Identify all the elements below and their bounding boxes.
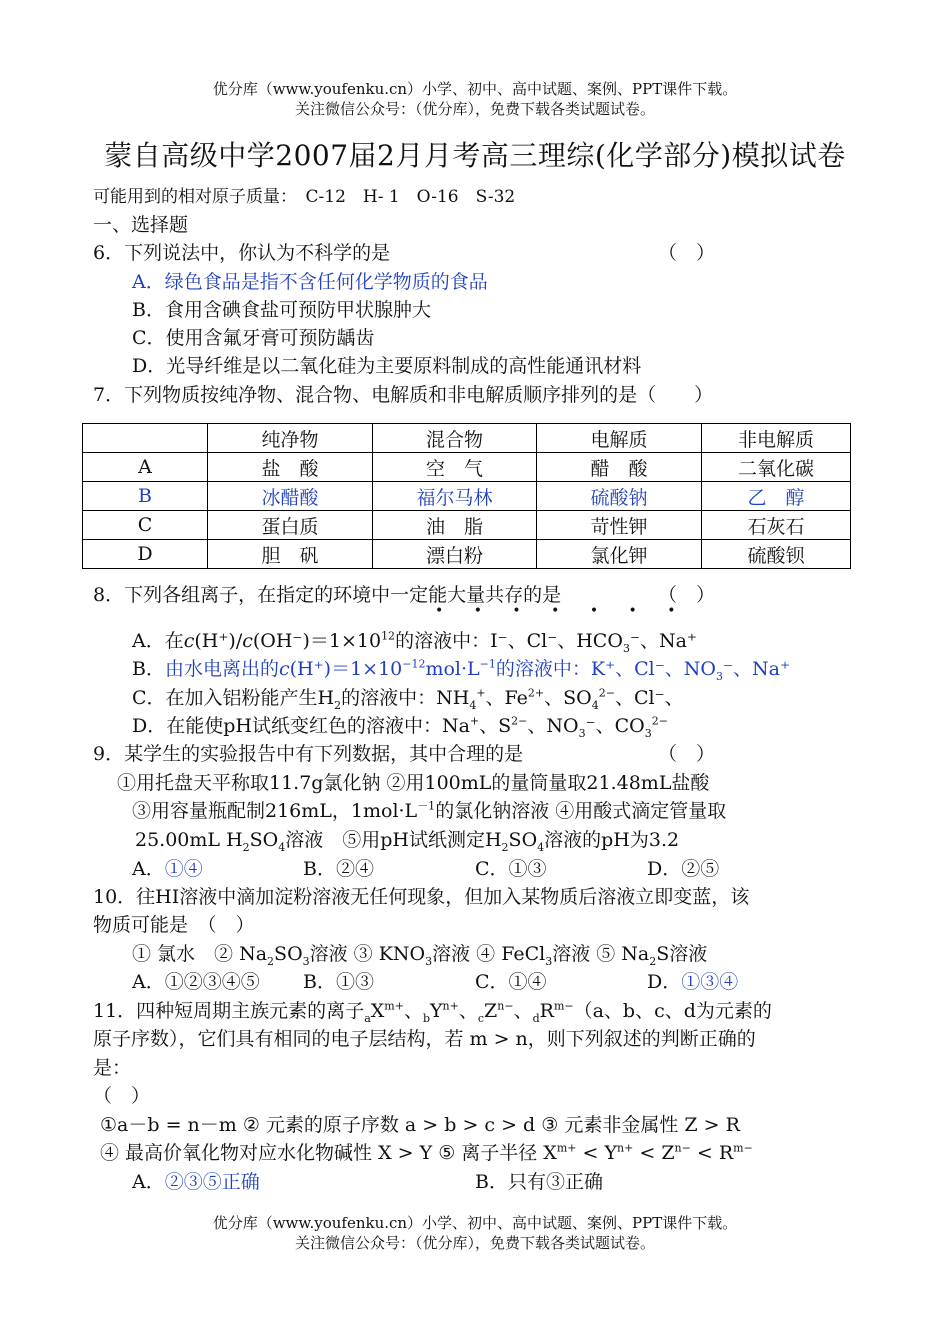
q11-statements-2: ④ 最高价氧化物对应水化物碱性 X > Y ⑤ 离子半径 $X^{m+} < Y^{n+} < Z^{n-} < R^{m-}$ xyxy=(100,1141,753,1164)
q9-stem: 9．某学生的实验报告中有下列数据，其中合理的是 xyxy=(93,743,524,765)
table-row xyxy=(83,511,851,540)
text: SO xyxy=(508,829,538,851)
text: (H⁺)/ xyxy=(194,630,243,652)
q7-table xyxy=(82,423,851,569)
table-cell: A xyxy=(83,453,208,482)
text: ⁻、Na⁺ xyxy=(629,630,697,652)
q11-answer-blank: （ ） xyxy=(93,1085,151,1107)
exponent: −12 xyxy=(402,657,426,671)
table-cell: 盐 酸 xyxy=(208,453,373,482)
c-symbol: c xyxy=(183,630,195,652)
text: 、Fe xyxy=(485,687,528,709)
text: SO xyxy=(274,943,303,965)
text: 的氯化钠溶液 ④用酸式滴定管量取 xyxy=(435,800,727,822)
q10-stem-1: 10．往HI溶液中滴加淀粉溶液无任何现象，但加入某物质后溶液立即变蓝，该 xyxy=(93,886,750,908)
text: SO xyxy=(249,829,279,851)
q8-stem: 8．下列各组离子，在指定的环境中一定能大量共存的是 xyxy=(93,584,562,606)
q9-line-2: ③用容量瓶配制216mL，$1mol\cdot L^{-1}$的氯化钠溶液 ④用酸式滴定管量取 xyxy=(132,799,727,822)
footer-line-2: 关注微信公众号：（优分库），免费下载各类试题试卷。 xyxy=(294,1234,655,1252)
q8-option-a: A．在$c(H^+)/c(OH^-)=1\times 10^{12}$的溶液中：I⁻、Cl⁻、$HCO_3^-$、Na⁺ xyxy=(132,629,697,655)
table-cell: 油 脂 xyxy=(373,511,537,540)
table-header-row xyxy=(83,424,851,453)
text: ⁻、CO xyxy=(585,715,645,737)
text: A． xyxy=(132,858,165,880)
q9-line-1: ①用托盘天平称取11.7g氯化钠 ②用100mL的量筒量取21.48mL盐酸 xyxy=(117,772,710,794)
atomic-mass: 可能用到的相对原子质量： C-12 H- 1 O-16 S-32 xyxy=(93,187,516,207)
q10-option-b: B．①③ xyxy=(303,971,374,993)
text: 的溶液中：K⁺、Cl⁻、NO xyxy=(495,658,716,680)
q8-option-d: D．在能使pH试纸变红色的溶液中：Na+、$S^{2-}$、$NO_3^-$、$CO_3^{2-}$ xyxy=(132,714,668,740)
table-cell: 冰醋酸 xyxy=(208,482,373,511)
c-symbol: c xyxy=(278,658,290,680)
text: 溶液 ④ FeCl xyxy=(432,943,546,965)
table-cell: 混合物 xyxy=(373,424,537,453)
text: (H⁺)＝1×10 xyxy=(289,658,403,680)
q10-items: ① 氯水 ② $Na_2SO_3$溶液 ③ $KNO_3$溶液 ④ FeCl$_3$溶液 ⑤ $Na_2S$溶液 xyxy=(132,943,708,968)
q11-option-b: B．只有③正确 xyxy=(475,1171,603,1193)
q9-option-a xyxy=(132,855,203,883)
table-cell: 硫酸钡 xyxy=(702,540,851,569)
table-row xyxy=(83,453,851,482)
text: 溶液 ⑤用pH试纸测定H xyxy=(285,829,502,851)
table-row xyxy=(83,482,851,511)
text: 、NO xyxy=(527,715,579,737)
q8-answer-blank: （ ） xyxy=(658,584,716,606)
table-cell: 二氧化碳 xyxy=(702,453,851,482)
text: 、SO xyxy=(544,687,592,709)
text: A．在 xyxy=(132,630,184,652)
emphasis-dots: • • • • • • • xyxy=(435,603,689,619)
text: B． xyxy=(132,658,165,680)
q9-option-d: D．②⑤ xyxy=(647,858,720,880)
table-cell: 电解质 xyxy=(537,424,702,453)
table-cell xyxy=(83,424,208,453)
table-cell: 福尔马林 xyxy=(373,482,537,511)
text: (OH⁻)＝1×10 xyxy=(252,630,382,652)
text: ① 氯水 ② Na xyxy=(132,943,268,965)
q6-option-b: B．食用含碘食盐可预防甲状腺肿大 xyxy=(132,299,431,321)
table-cell: 蛋白质 xyxy=(208,511,373,540)
text: 溶液的pH为3.2 xyxy=(544,829,680,851)
text: 11．四种短周期主族元素的离子 xyxy=(93,1000,365,1022)
q7-stem: 7．下列物质按纯净物、混合物、电解质和非电解质顺序排列的是（ ） xyxy=(93,384,714,406)
q10-option-a: A．①②③④⑤ xyxy=(132,971,260,993)
q10-stem-2: 物质可能是 （ ） xyxy=(93,914,255,936)
q11-statements-1: ①a－b = n－m ② 元素的原子序数 a > b > c > d ③ 元素非金属性 Z > R xyxy=(100,1114,740,1136)
q9-option-c: C．①③ xyxy=(475,858,547,880)
q11-option-a xyxy=(132,1168,260,1196)
text: 溶液 ⑤ Na xyxy=(552,943,650,965)
text: mol·L xyxy=(425,658,480,680)
q9-option-b: B．②④ xyxy=(303,858,374,880)
text: ⁻、Na⁺ xyxy=(722,658,790,680)
exponent: 12 xyxy=(381,629,396,643)
q6-option-a: A．绿色食品是指不含任何化学物质的食品 xyxy=(132,271,488,293)
text: ③用容量瓶配制216mL，1mol·L xyxy=(132,800,418,822)
q11-stem-1: 11．四种短周期主族元素的离子$_aX^{m+}$、$_bY^{n+}$、$_cZ^{n-}$、$_dR^{m-}(a$、b、c、d为元素的 xyxy=(93,999,772,1025)
table-cell: B xyxy=(83,482,208,511)
table-cell: 石灰石 xyxy=(702,511,851,540)
text: D． xyxy=(647,971,682,993)
table-cell: 胆 矾 xyxy=(208,540,373,569)
text: 、Cl⁻、 xyxy=(614,687,684,709)
text: S溶液 xyxy=(656,943,708,965)
header-line-1: 优分库（www.youfenku.cn）小学、初中、高中试题、案例、PPT课件下载。 xyxy=(212,80,738,98)
text: D．在能使pH试纸变红色的溶液中：Na xyxy=(132,715,470,737)
section-heading: 一、选择题 xyxy=(93,214,189,236)
table-cell: 苛性钾 xyxy=(537,511,702,540)
table-cell: 纯净物 xyxy=(208,424,373,453)
text: 的溶液中：NH xyxy=(341,687,470,709)
table-cell: C xyxy=(83,511,208,540)
text: （a、b、c、d为元素的 xyxy=(573,1000,772,1022)
text: ①③④ xyxy=(681,971,739,993)
page-title: 蒙自高级中学2007届2月月考高三理综(化学部分)模拟试卷 xyxy=(104,139,846,172)
text: ④ 最高价氧化物对应水化物碱性 X > Y ⑤ 离子半径 X xyxy=(100,1142,557,1164)
q11-stem-2: 原子序数），它们具有相同的电子层结构，若 m > n，则下列叙述的判断正确的 xyxy=(93,1028,756,1050)
footer-line-1: 优分库（www.youfenku.cn）小学、初中、高中试题、案例、PPT课件下载。 xyxy=(212,1214,738,1232)
text: 的溶液中：I⁻、Cl⁻、HCO xyxy=(395,630,623,652)
c-symbol: c xyxy=(242,630,253,652)
text: C．在加入铝粉能产生H xyxy=(132,687,335,709)
text: 由水电离出的 xyxy=(164,658,279,680)
header-line-2: 关注微信公众号：（优分库），免费下载各类试题试卷。 xyxy=(294,100,655,118)
q10-option-c: C．①④ xyxy=(475,971,547,993)
table-cell: 乙 醇 xyxy=(702,482,851,511)
q10-option-d xyxy=(647,968,738,996)
q11-stem-3: 是： xyxy=(93,1057,132,1079)
q6-stem: 6．下列说法中，你认为不科学的是 xyxy=(93,242,391,264)
table-cell: 醋 酸 xyxy=(537,453,702,482)
table-cell: 空 气 xyxy=(373,453,537,482)
q6-answer-blank: （ ） xyxy=(658,242,716,264)
table-cell: 硫酸钠 xyxy=(537,482,702,511)
q8-option-b: B．由水电离出的$c(H^+)=1\times 10^{-12}mol\cdot L^{-1}$的溶液中：K⁺、Cl⁻、$NO_3^-$、Na⁺ xyxy=(132,657,790,683)
text: A． xyxy=(132,1171,165,1193)
text: 25.00mL H xyxy=(135,829,243,851)
text: ①④ xyxy=(164,858,203,880)
q6-option-c: C．使用含氟牙膏可预防龋齿 xyxy=(132,327,375,349)
q6-option-d: D．光导纤维是以二氧化硅为主要原料制成的高性能通讯材料 xyxy=(132,355,642,377)
exponent: −1 xyxy=(479,657,496,671)
table-cell: 漂白粉 xyxy=(373,540,537,569)
table-cell: 氯化钾 xyxy=(537,540,702,569)
text: ②③⑤正确 xyxy=(164,1171,260,1193)
q9-line-3: 25.00mL $H_2SO_4$溶液 ⑤用pH试纸测定$H_2SO_4$溶液的pH为3.2 xyxy=(135,829,680,854)
text: 溶液 ③ KNO xyxy=(309,943,426,965)
text: 、S xyxy=(479,715,512,737)
table-row xyxy=(83,540,851,569)
q9-answer-blank: （ ） xyxy=(658,743,716,765)
q8-option-c: C．在加入铝粉能产生$H_2$的溶液中：$NH_4^+$、$Fe^{2+}$、$SO_4^{2-}$、Cl⁻、 xyxy=(132,686,684,712)
table-cell: D xyxy=(83,540,208,569)
table-cell: 非电解质 xyxy=(702,424,851,453)
